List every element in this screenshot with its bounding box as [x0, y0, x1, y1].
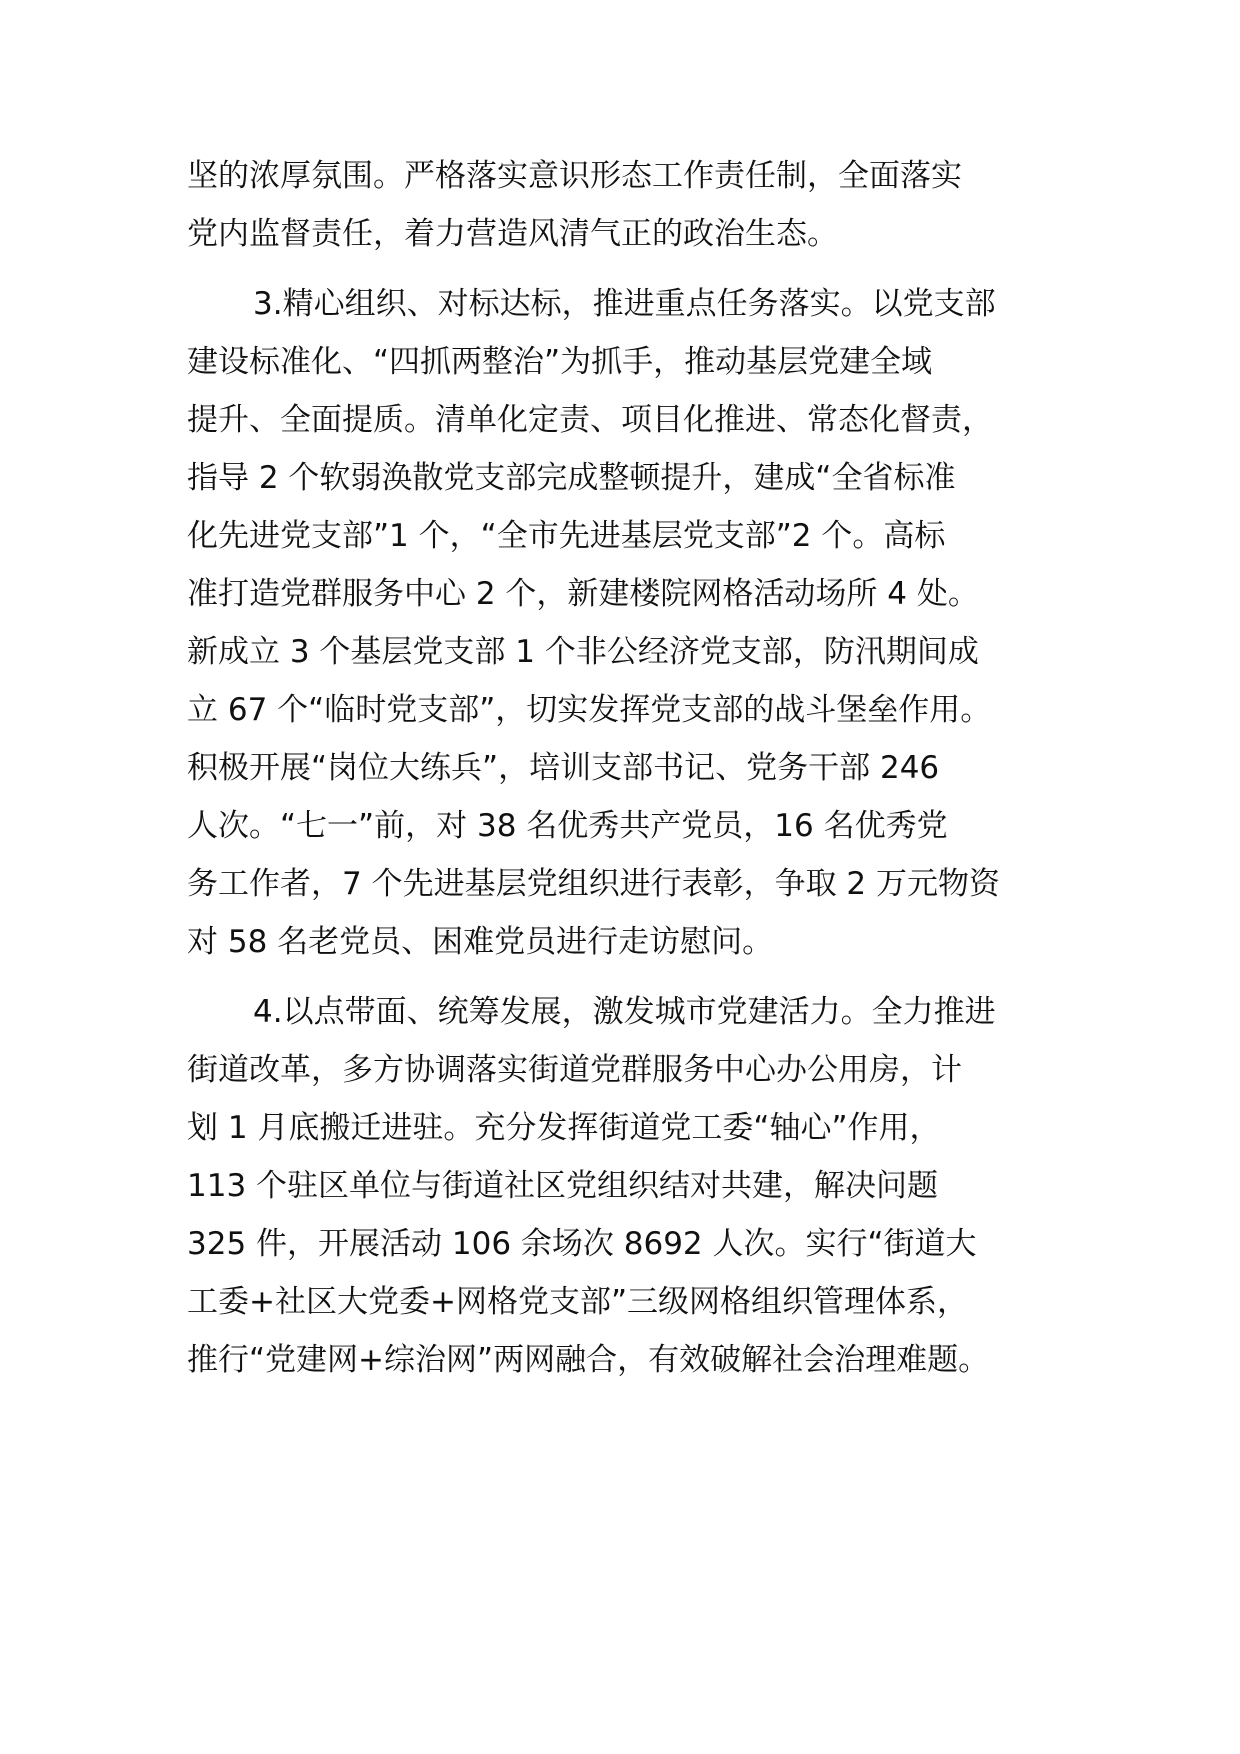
text-line: 党内监督责任，着力营造风清气正的政治生态。	[187, 216, 838, 252]
text-line: 对 58 名老党员、困难党员进行走访慰问。	[187, 924, 774, 960]
text-line: 工委+社区大党委+网格党支部”三级网格组织管理体系，	[187, 1284, 969, 1320]
text-line: 指导 2 个软弱涣散党支部完成整顿提升，建成“全省标准	[187, 460, 956, 496]
paragraph-heading-3: 3.精心组织、对标达标，推进重点任务落实。以党支部	[253, 286, 996, 322]
text-line: 划 1 月底搬迁进驻。充分发挥街道党工委“轴心”作用，	[187, 1110, 941, 1146]
paragraph-heading-4: 4.以点带面、统筹发展，激发城市党建活力。全力推进	[253, 994, 996, 1030]
text-line: 提升、全面提质。清单化定责、项目化推进、常态化督责，	[187, 402, 993, 438]
text-line: 人次。“七一”前，对 38 名优秀共产党员，16 名优秀党	[187, 808, 948, 844]
text-line: 建设标准化、“四抓两整治”为抓手，推动基层党建全域	[187, 344, 933, 380]
text-line: 积极开展“岗位大练兵”，培训支部书记、党务干部 246	[187, 750, 940, 786]
text-line: 化先进党支部”1 个，“全市先进基层党支部”2 个。高标	[187, 518, 946, 554]
text-line: 立 67 个“临时党支部”，切实发挥党支部的战斗堡垒作用。	[187, 692, 992, 728]
text-line: 113 个驻区单位与街道社区党组织结对共建，解决问题	[187, 1168, 939, 1204]
text-line: 坚的浓厚氛围。严格落实意识形态工作责任制，全面落实	[187, 158, 962, 194]
text-line: 街道改革，多方协调落实街道党群服务中心办公用房，计	[187, 1052, 962, 1088]
text-line: 务工作者，7 个先进基层党组织进行表彰，争取 2 万元物资	[187, 866, 1001, 902]
text-line: 准打造党群服务中心 2 个，新建楼院网格活动场所 4 处。	[187, 576, 979, 612]
text-line: 推行“党建网+综治网”两网融合，有效破解社会治理难题。	[187, 1342, 990, 1378]
text-line: 325 件，开展活动 106 余场次 8692 人次。实行“街道大	[187, 1226, 977, 1262]
text-line: 新成立 3 个基层党支部 1 个非公经济党支部，防汛期间成	[187, 634, 979, 670]
